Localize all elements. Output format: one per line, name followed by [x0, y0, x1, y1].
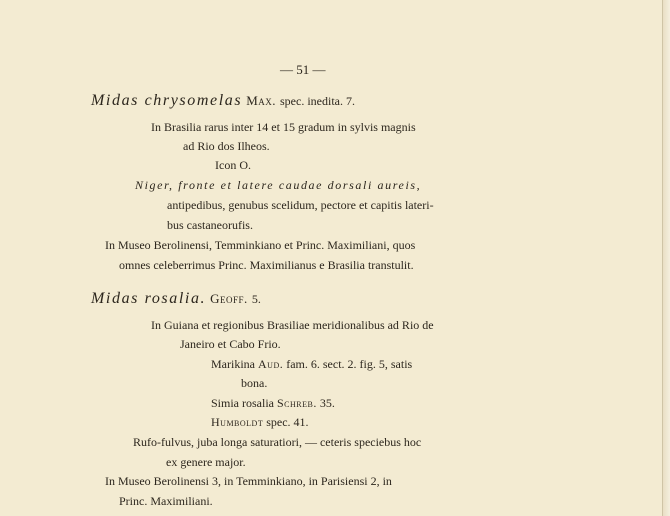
page-edge: [662, 0, 670, 516]
ref-rest: spec. 41.: [266, 415, 309, 429]
ref-author: Humboldt: [211, 415, 264, 429]
text-line: Icon O.: [215, 158, 251, 172]
museum-line: In Museo Berolinensi 3, in Temminkiano, in Parisiensi 2, in: [105, 474, 392, 488]
species-author: Max.: [246, 93, 276, 108]
reference-line: bona.: [241, 376, 268, 390]
species-name: Midas chrysomelas: [91, 92, 243, 109]
species-name: Midas rosalia.: [91, 290, 207, 307]
museum-line: omnes celeberrimus Princ. Maximilianus e Brasilia transtulit.: [119, 258, 414, 272]
text-line: Rufo-fulvus, juba longa saturatiori, — ceteris speciebus hoc: [133, 435, 422, 449]
text-line: bus castaneorufis.: [167, 218, 253, 232]
text-line: In Guiana et regionibus Brasiliae meridionalibus ad Rio de: [151, 318, 434, 332]
page-number: — 51 —: [280, 62, 326, 77]
description-italic: Niger, fronte et latere caudae dorsali aureis,: [135, 178, 422, 192]
reference-line: [211, 396, 335, 411]
reference-line: [211, 415, 309, 430]
text-line: ad Rio dos Ilheos.: [183, 139, 270, 153]
entry-heading-2: [91, 290, 261, 308]
text-line: Janeiro et Cabo Frio.: [180, 337, 281, 351]
entry-heading-1: [91, 92, 355, 110]
reference-line: [211, 357, 412, 372]
text-line: ex genere major.: [166, 455, 246, 469]
ref-author: Aud.: [258, 357, 284, 371]
ref-rest: fam. 6. sect. 2. fig. 5, satis: [286, 357, 413, 371]
museum-line: Princ. Maximiliani.: [119, 494, 213, 508]
text-line: antipedibus, genubus scelidum, pectore et capitis lateri-: [167, 198, 434, 212]
text-line: In Brasilia rarus inter 14 et 15 gradum in sylvis magnis: [151, 120, 416, 134]
ref-text: Marikina: [211, 357, 255, 371]
ref-text: Simia rosalia: [211, 396, 274, 410]
species-note: 5.: [251, 292, 261, 306]
ref-rest: 35.: [319, 396, 335, 410]
species-note: spec. inedita. 7.: [280, 94, 355, 108]
ref-author: Schreb.: [277, 396, 317, 410]
museum-line: In Museo Berolinensi, Temminkiano et Princ. Maximiliani, quos: [105, 238, 416, 252]
species-author: Geoff.: [210, 291, 248, 306]
